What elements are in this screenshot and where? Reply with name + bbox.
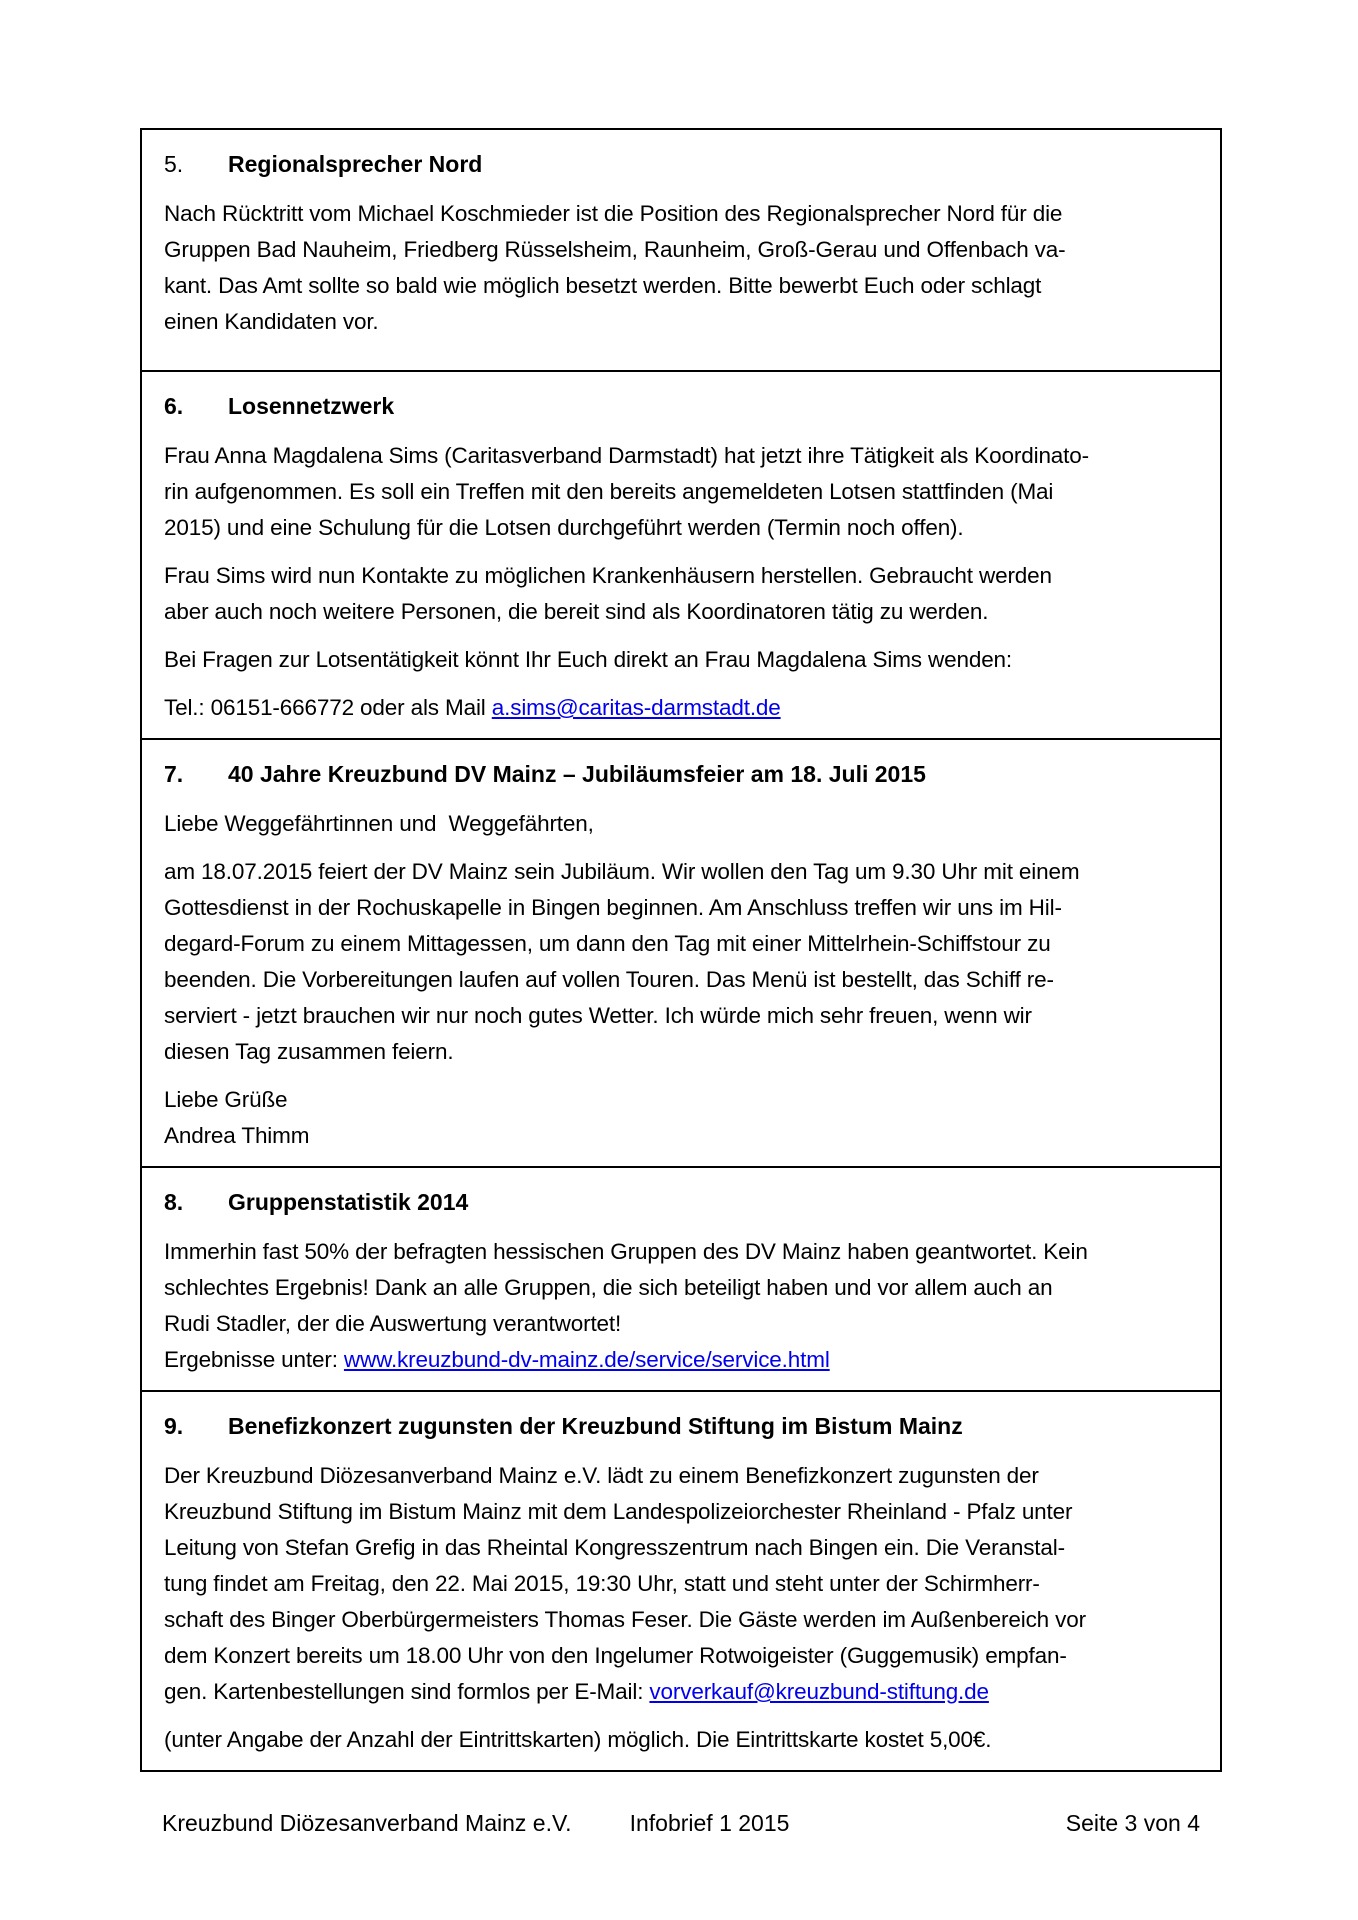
section-heading: [164, 756, 1198, 792]
text-run: aber auch noch weitere Personen, die bereit sind als Koordinatoren tätig zu werden.: [164, 599, 989, 624]
text-run: Ergebnisse unter:: [164, 1347, 344, 1372]
section-number: 8.: [164, 1189, 184, 1215]
text-run: Kreuzbund Stiftung im Bistum Mainz mit dem Landespolizeiorchester Rheinland - Pfalz unter: [164, 1499, 1073, 1524]
text-run: 2015) und eine Schulung für die Lotsen durchgeführt werden (Termin noch offen).: [164, 515, 964, 540]
section-paragraphs: [164, 438, 1198, 726]
text-run: Gruppen Bad Nauheim, Friedberg Rüsselsheim, Raunheim, Groß-Gerau und Offenbach va-: [164, 237, 1066, 262]
section-number: 9.: [164, 1413, 184, 1439]
section-number: 5.: [164, 151, 184, 177]
text-line: [164, 594, 1198, 630]
text-line: [164, 890, 1198, 926]
text-line: [164, 1458, 1198, 1494]
section-number: 6.: [164, 393, 184, 419]
section-heading: [164, 1408, 1198, 1444]
text-run: am 18.07.2015 feiert der DV Mainz sein Jubiläum. Wir wollen den Tag um 9.30 Uhr mit einem: [164, 859, 1080, 884]
section-number: 7.: [164, 761, 184, 787]
footer-page-number: Seite 3 von 4: [1065, 1810, 1200, 1836]
text-line: [164, 268, 1198, 304]
text-run: Leitung von Stefan Grefig in das Rheintal Kongresszentrum nach Bingen ein. Die Veranstal-: [164, 1535, 1065, 1560]
section-paragraphs: [164, 1234, 1198, 1378]
text-line: [164, 232, 1198, 268]
text-run: schaft des Binger Oberbürgermeisters Thomas Feser. Die Gäste werden im Außenbereich vor: [164, 1607, 1086, 1632]
section-title: Benefizkonzert zugunsten der Kreuzbund Stiftung im Bistum Mainz: [228, 1413, 963, 1439]
text-run: (unter Angabe der Anzahl der Eintrittskarten) möglich. Die Eintrittskarte kostet 5,00€.: [164, 1727, 992, 1752]
text-run: Tel.: 06151-666772 oder als Mail: [164, 695, 492, 720]
text-run: Immerhin fast 50% der befragten hessischen Gruppen des DV Mainz haben geantwortet. Kein: [164, 1239, 1088, 1264]
section-title: Losennetzwerk: [228, 393, 395, 419]
section-heading: [164, 388, 1198, 424]
footer-document-title: Infobrief 1 2015: [629, 1810, 790, 1836]
section-box: [140, 128, 1222, 372]
text-run: Liebe Grüße: [164, 1087, 288, 1112]
text-run: serviert - jetzt brauchen wir nur noch gutes Wetter. Ich würde mich sehr freuen, wenn wir: [164, 1003, 1032, 1028]
text-line: [164, 196, 1198, 232]
section-box: [140, 738, 1222, 1168]
section-heading: [164, 1184, 1198, 1220]
text-run: Andrea Thimm: [164, 1123, 310, 1148]
text-line: [164, 1674, 1198, 1710]
text-run: rin aufgenommen. Es soll ein Treffen mit den bereits angemeldeten Lotsen stattfinden (Mai: [164, 479, 1054, 504]
text-line: [164, 1118, 1198, 1154]
text-line: [164, 1082, 1198, 1118]
text-run: dem Konzert bereits um 18.00 Uhr von den Ingelumer Rotwoigeister (Guggemusik) empfan-: [164, 1643, 1067, 1668]
text-run: tung findet am Freitag, den 22. Mai 2015, 19:30 Uhr, statt und steht unter der Schirmherr-: [164, 1571, 1040, 1596]
text-line: [164, 998, 1198, 1034]
document-body: [140, 128, 1222, 1772]
text-run: kant. Das Amt sollte so bald wie möglich besetzt werden. Bitte bewerbt Euch oder schlagt: [164, 273, 1042, 298]
text-line: [164, 438, 1198, 474]
text-line: [164, 1530, 1198, 1566]
paragraph: [164, 558, 1198, 630]
paragraph: [164, 1722, 1198, 1758]
text-line: [164, 1034, 1198, 1070]
section-title: Gruppenstatistik 2014: [228, 1189, 469, 1215]
text-run: einen Kandidaten vor.: [164, 309, 379, 334]
text-line: [164, 304, 1198, 340]
text-line: [164, 690, 1198, 726]
section-paragraphs: [164, 806, 1198, 1154]
paragraph: [164, 196, 1198, 340]
text-run: Rudi Stadler, der die Auswertung verantwortet!: [164, 1311, 622, 1336]
text-line: [164, 1602, 1198, 1638]
paragraph: [164, 1458, 1198, 1710]
text-run: Nach Rücktritt vom Michael Koschmieder ist die Position des Regionalsprecher Nord für die: [164, 201, 1063, 226]
hyperlink[interactable]: vorverkauf@kreuzbund-stiftung.de: [649, 1679, 989, 1704]
section-paragraphs: [164, 196, 1198, 340]
paragraph: [164, 438, 1198, 546]
text-line: [164, 474, 1198, 510]
paragraph: [164, 806, 1198, 842]
text-run: diesen Tag zusammen feiern.: [164, 1039, 454, 1064]
text-line: [164, 1722, 1198, 1758]
text-run: Liebe Weggefährtinnen und Weggefährten,: [164, 811, 594, 836]
paragraph: [164, 854, 1198, 1070]
text-line: [164, 558, 1198, 594]
section-box: [140, 1390, 1222, 1772]
section-box: [140, 370, 1222, 740]
section-title: 40 Jahre Kreuzbund DV Mainz – Jubiläumsfeier am 18. Juli 2015: [228, 761, 926, 787]
section-heading: [164, 146, 1198, 182]
hyperlink[interactable]: a.sims@caritas-darmstadt.de: [491, 695, 781, 720]
hyperlink[interactable]: www.kreuzbund-dv-mainz.de/service/service.html: [343, 1347, 830, 1372]
text-line: [164, 854, 1198, 890]
text-line: [164, 1566, 1198, 1602]
text-run: degard-Forum zu einem Mittagessen, um dann den Tag mit einer Mittelrhein-Schiffstour zu: [164, 931, 1051, 956]
section-box: [140, 1166, 1222, 1392]
text-line: [164, 1234, 1198, 1270]
text-run: beenden. Die Vorbereitungen laufen auf vollen Touren. Das Menü ist bestellt, das Schiff re-: [164, 967, 1054, 992]
text-run: gen. Kartenbestellungen sind formlos per E-Mail:: [164, 1679, 650, 1704]
section-paragraphs: [164, 1458, 1198, 1758]
paragraph: [164, 642, 1198, 678]
text-line: [164, 1638, 1198, 1674]
text-line: [164, 962, 1198, 998]
text-line: [164, 1306, 1198, 1342]
text-line: [164, 510, 1198, 546]
text-line: [164, 1494, 1198, 1530]
text-line: [164, 642, 1198, 678]
text-line: [164, 1342, 1198, 1378]
text-run: schlechtes Ergebnis! Dank an alle Gruppen, die sich beteiligt haben und vor allem auch an: [164, 1275, 1053, 1300]
paragraph: [164, 690, 1198, 726]
paragraph: [164, 1234, 1198, 1378]
text-run: Gottesdienst in der Rochuskapelle in Bingen beginnen. Am Anschluss treffen wir uns im Hil-: [164, 895, 1062, 920]
page-footer: [140, 1806, 1222, 1840]
footer-organization: Kreuzbund Diözesanverband Mainz e.V.: [162, 1810, 572, 1836]
text-line: [164, 1270, 1198, 1306]
text-line: [164, 806, 1198, 842]
text-run: Frau Anna Magdalena Sims (Caritasverband Darmstadt) hat jetzt ihre Tätigkeit als Koordinato-: [164, 443, 1089, 468]
section-title: Regionalsprecher Nord: [228, 151, 483, 177]
text-line: [164, 926, 1198, 962]
paragraph: [164, 1082, 1198, 1154]
text-run: Der Kreuzbund Diözesanverband Mainz e.V. lädt zu einem Benefizkonzert zugunsten der: [164, 1463, 1039, 1488]
text-run: Bei Fragen zur Lotsentätigkeit könnt Ihr Euch direkt an Frau Magdalena Sims wenden:: [164, 647, 1013, 672]
text-run: Frau Sims wird nun Kontakte zu möglichen Krankenhäusern herstellen. Gebraucht werden: [164, 563, 1052, 588]
